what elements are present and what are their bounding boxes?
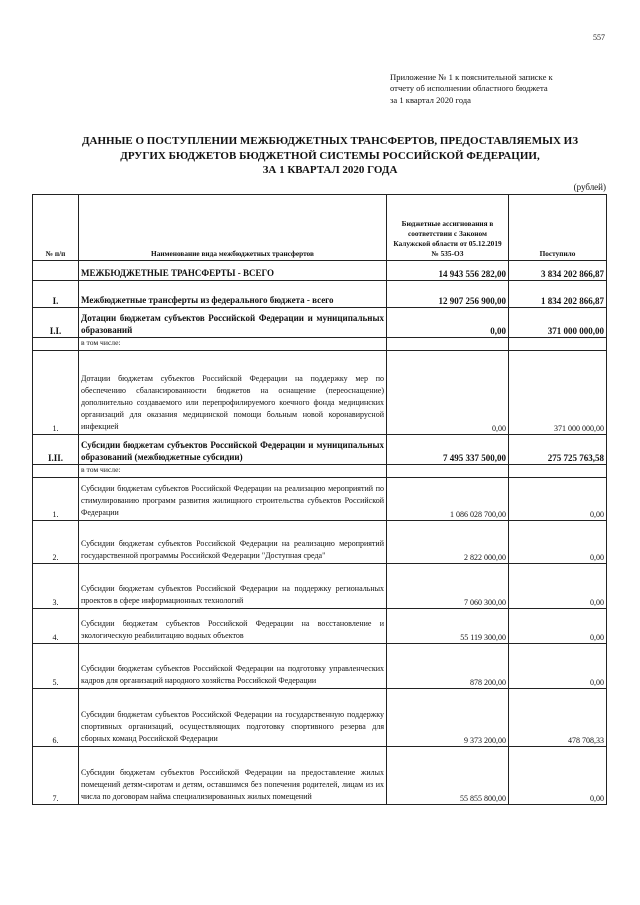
table-row (33, 478, 607, 521)
table-row-section-1 (33, 281, 607, 308)
table-row-note (33, 338, 607, 351)
row-budget: 7 060 300,00 (387, 564, 509, 609)
row-name: Дотации бюджетам субъектов Российской Федерации и муниципальных образований (79, 308, 387, 338)
row-num: 4. (33, 609, 79, 644)
row-num (33, 465, 79, 478)
table-row-total (33, 261, 607, 281)
row-received: 0,00 (509, 564, 607, 609)
row-received: 478 708,33 (509, 689, 607, 747)
row-name: Субсидии бюджетам субъектов Российской Федерации на государственную поддержку спортивных организаций, осуществляющих подготовку спортивного резерва для сборных команд Российской Федерации (79, 689, 387, 747)
row-num (33, 338, 79, 351)
appendix-line: Приложение № 1 к пояснительной записке к (390, 72, 553, 82)
appendix-note (390, 72, 600, 106)
row-note: в том числе: (79, 465, 387, 478)
row-received: 1 834 202 866,87 (509, 281, 607, 308)
row-received: 371 000 000,00 (509, 308, 607, 338)
row-received: 371 000 000,00 (509, 351, 607, 435)
table-row-section-1-1 (33, 308, 607, 338)
row-num: 1. (33, 351, 79, 435)
row-budget: 55 855 800,00 (387, 747, 509, 805)
row-num (33, 261, 79, 281)
row-budget: 14 943 556 282,00 (387, 261, 509, 281)
title-line: ЗА 1 КВАРТАЛ 2020 ГОДА (262, 164, 398, 176)
row-name: Субсидии бюджетам субъектов Российской Федерации на подготовку управленческих кадров для организаций народного хозяйства Российской Федерации (79, 644, 387, 689)
row-received: 0,00 (509, 478, 607, 521)
row-budget: 1 086 028 700,00 (387, 478, 509, 521)
table-row (33, 609, 607, 644)
row-num: 3. (33, 564, 79, 609)
header-name: Наименование вида межбюджетных трансфертов (79, 195, 387, 261)
table-row (33, 747, 607, 805)
document-title (40, 134, 620, 178)
row-budget: 878 200,00 (387, 644, 509, 689)
row-received: 3 834 202 866,87 (509, 261, 607, 281)
row-name: Субсидии бюджетам субъектов Российской Федерации на поддержку региональных проектов в сфере информационных технологий (79, 564, 387, 609)
row-received: 275 725 763,58 (509, 435, 607, 465)
row-num: I.I. (33, 308, 79, 338)
row-received: 0,00 (509, 521, 607, 564)
row-received: 0,00 (509, 609, 607, 644)
title-line: ДАННЫЕ О ПОСТУПЛЕНИИ МЕЖБЮДЖЕТНЫХ ТРАНСФЕРТОВ, ПРЕДОСТАВЛЯЕМЫХ ИЗ (81, 135, 579, 147)
header-num: № п/п (33, 195, 79, 261)
row-received: 0,00 (509, 747, 607, 805)
row-received: 0,00 (509, 644, 607, 689)
appendix-line: за 1 квартал 2020 года (390, 94, 471, 105)
row-num: I. (33, 281, 79, 308)
row-note: в том числе: (79, 338, 387, 351)
table-row-section-1-2 (33, 435, 607, 465)
row-budget: 2 822 000,00 (387, 521, 509, 564)
row-name: Субсидии бюджетам субъектов Российской Федерации на предоставление жилых помещений детям-сиротам и детям, оставшимся без попечения родителей, лицам из их числа по договорам найма специализированных жилых помещений (79, 747, 387, 805)
row-budget: 0,00 (387, 308, 509, 338)
row-name: Дотации бюджетам субъектов Российской Федерации на поддержку мер по обеспечению сбалансированности бюджетов на оснащение (переоснащение) дополнительно создаваемого или перепрофилируемого коечного фонда медицинских организаций для оказания медицинской помощи больным новой коронавирусной инфекцией (79, 351, 387, 435)
page-number: 557 (593, 33, 605, 42)
table-row (33, 521, 607, 564)
header-received: Поступило (509, 195, 607, 261)
table-header-row (33, 195, 607, 261)
row-budget: 0,00 (387, 351, 509, 435)
row-name: Субсидии бюджетам субъектов Российской Федерации на реализацию мероприятий по стимулированию программ развития жилищного строительства субъектов Российской Федерации (79, 478, 387, 521)
row-received (509, 338, 607, 351)
units-label: (рублей) (573, 182, 606, 192)
title-line: ДРУГИХ БЮДЖЕТОВ БЮДЖЕТНОЙ СИСТЕМЫ РОССИЙСКОЙ ФЕДЕРАЦИИ, (120, 149, 540, 162)
row-budget: 9 373 200,00 (387, 689, 509, 747)
row-num: I.II. (33, 435, 79, 465)
header-budget: Бюджетные ассигнования в соответствии с Законом Калужской области от 05.12.2019 № 535-ОЗ (387, 195, 509, 261)
row-budget: 55 119 300,00 (387, 609, 509, 644)
row-num: 5. (33, 644, 79, 689)
row-name: Субсидии бюджетам субъектов Российской Федерации и муниципальных образований (межбюджетные субсидии) (79, 435, 387, 465)
row-received (509, 465, 607, 478)
row-num: 1. (33, 478, 79, 521)
row-num: 7. (33, 747, 79, 805)
row-num: 2. (33, 521, 79, 564)
appendix-line: отчету об исполнении областного бюджета (390, 83, 548, 94)
row-budget (387, 465, 509, 478)
row-name: Межбюджетные трансферты из федерального бюджета - всего (79, 281, 387, 308)
table-row (33, 564, 607, 609)
row-name: Субсидии бюджетам субъектов Российской Федерации на восстановление и экологическую реабилитацию водных объектов (79, 609, 387, 644)
row-name: Субсидии бюджетам субъектов Российской Федерации на реализацию мероприятий государственной программы Российской Федерации "Доступная среда" (79, 521, 387, 564)
row-num: 6. (33, 689, 79, 747)
row-budget: 7 495 337 500,00 (387, 435, 509, 465)
table-row (33, 351, 607, 435)
table-row (33, 689, 607, 747)
table-row (33, 644, 607, 689)
row-budget: 12 907 256 900,00 (387, 281, 509, 308)
table-row-note (33, 465, 607, 478)
row-budget (387, 338, 509, 351)
row-name: МЕЖБЮДЖЕТНЫЕ ТРАНСФЕРТЫ - ВСЕГО (79, 261, 387, 281)
transfers-table (32, 194, 607, 805)
